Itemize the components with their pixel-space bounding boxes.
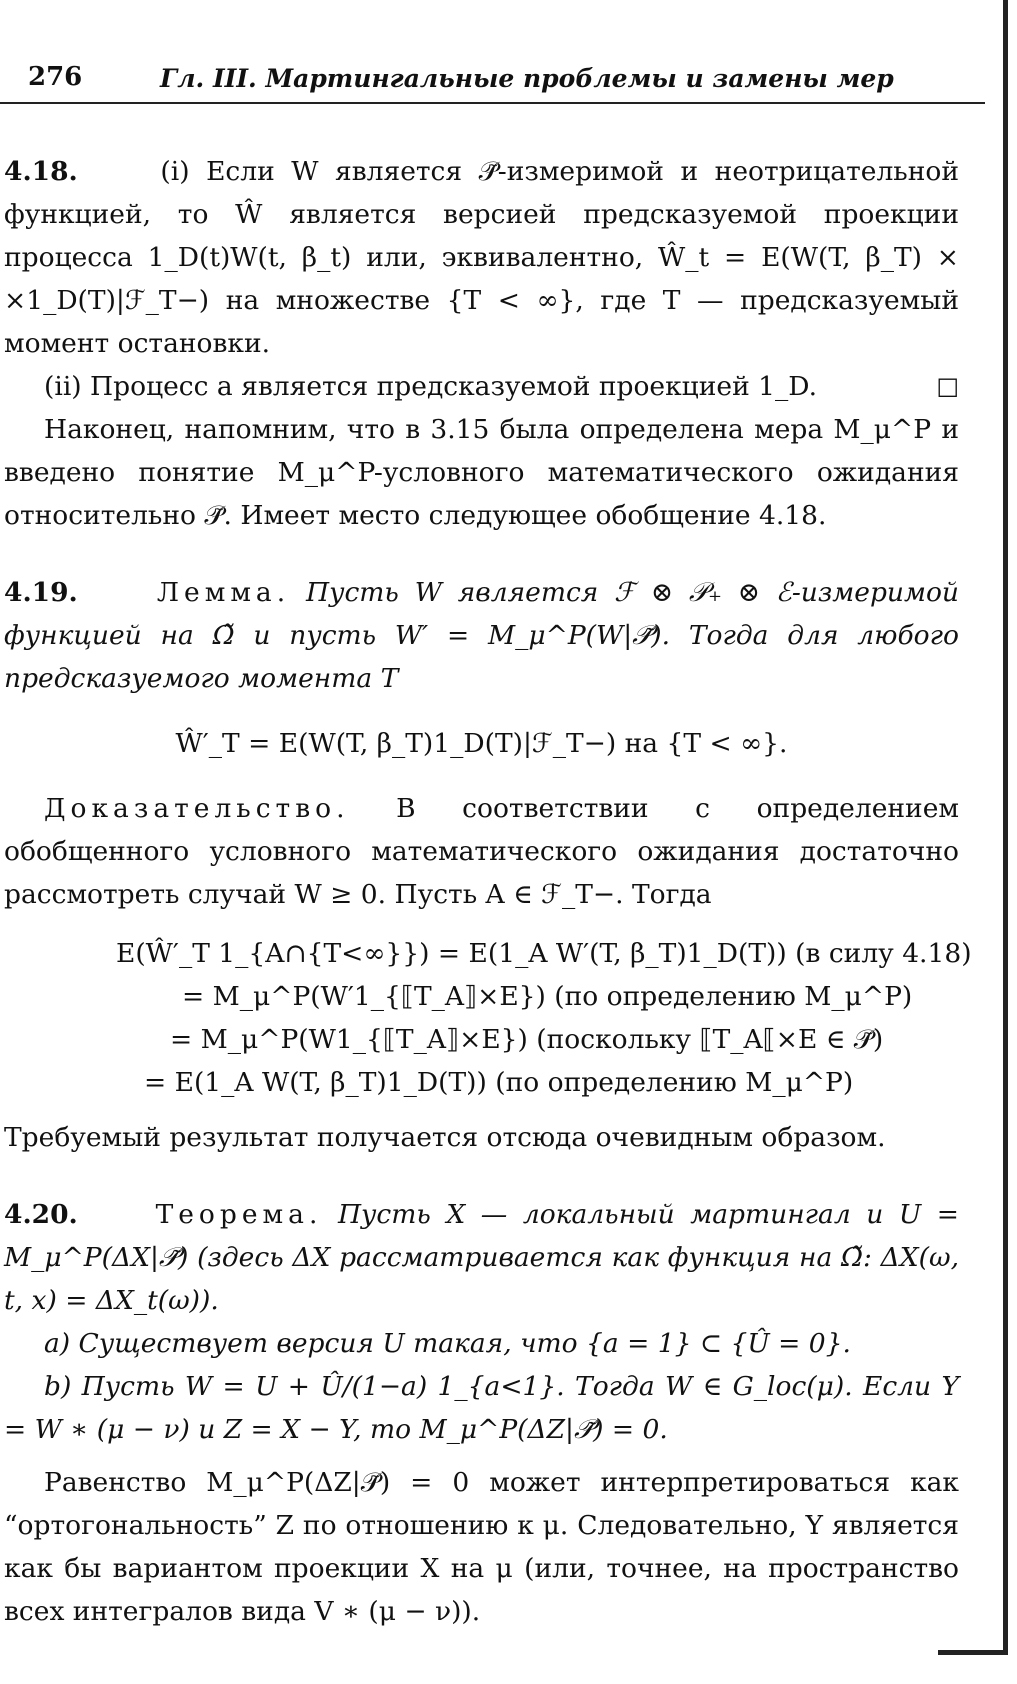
chapter-title: Гл. III. Мартингальные проблемы и замены мер: [160, 64, 894, 93]
lemma-text: Пусть W является ℱ ⊗ 𝒫₊ ⊗ ℰ-измеримой функцией на Ω̃ и пусть W′ = M_μ^P(W|𝒫̃). Тогда для любого предсказуемого момента T: [4, 577, 959, 694]
proof-line: E(Ŵ′_T 1_{A∩{T<∞}}) = E(1_A W′(T, β_T)1_D(T)) (в силу 4.18): [116, 938, 972, 969]
theorem-text: Пусть X — локальный мартингал и U = M_μ^P(ΔX|𝒫̃) (здесь ΔX рассматривается как функция на Ω̃: ΔX(ω, t, x) = ΔX_t(ω)).: [4, 1199, 959, 1316]
statement-4-18: [4, 150, 959, 365]
proof-line: = M_μ^P(W′1_{⟦T_A⟧×E}) (по определению M_μ^P): [182, 981, 913, 1012]
closing-paragraph: Равенство M_μ^P(ΔZ|𝒫̃) = 0 может интерпретироваться как “ортогональность” Z по отношению к μ. Следовательно, Y является как бы вариантом проекции X на μ (или, точнее, на пространство всех интегралов вида V ∗ (μ − ν)).: [4, 1467, 959, 1627]
proof-line: = M_μ^P(W1_{⟦T_A⟧×E}) (поскольку ⟦T_A⟦×E ∈ 𝒫̃): [170, 1024, 884, 1055]
theorem-4-20: [4, 1193, 959, 1322]
statement-number: 4.18.: [4, 156, 78, 187]
proof-conclusion: Требуемый результат получается отсюда очевидным образом.: [4, 1122, 886, 1153]
running-header: [0, 62, 985, 104]
lemma-heading: Лемма.: [156, 577, 291, 608]
proof-line: = E(1_A W(T, β_T)1_D(T)) (по определению M_μ^P): [144, 1067, 854, 1098]
qed-square-icon: □: [936, 372, 959, 400]
page-edge-rule: [1003, 0, 1008, 1655]
lemma-number: 4.19.: [4, 577, 78, 608]
theorem-part-b: b) Пусть W = U + Û/(1−a) 1_{a<1}. Тогда W ∈ G_loc(μ). Если Y = W ∗ (μ − ν) и Z = X − Y, то M_μ^P(ΔZ|𝒫̃) = 0.: [4, 1371, 959, 1445]
reminder-paragraph: Наконец, напомним, что в 3.15 была определена мера M_μ^P и введено понятие M_μ^P-условного математического ожидания относительно 𝒫̃. Имеет место следующее обобщение 4.18.: [4, 414, 959, 531]
page-body: [4, 150, 972, 1633]
proof-text: В соответствии с определением обобщенного условного математического ожидания достаточно рассмотреть случай W ≥ 0. Пусть A ∈ ℱ_T−. Тогда: [4, 793, 959, 910]
statement-ii-text: (ii) Процесс a является предсказуемой проекцией 1_D.: [44, 371, 817, 402]
theorem-heading: Теорема.: [155, 1199, 323, 1230]
lemma-4-19: [4, 571, 959, 700]
proof-paragraph: [4, 787, 959, 916]
proof-heading: Доказательство.: [44, 793, 350, 824]
statement-text: (i) Если W является 𝒫̃-измеримой и неотрицательной функцией, то Ŵ является версией предсказуемой проекции процесса 1_D(t)W(t, β_t) или, эквивалентно, Ŵ_t = E(W(T, β_T) × ×1_D(T)|ℱ_T−) на множестве {T < ∞}, где T — предсказуемый момент остановки.: [4, 156, 959, 359]
proof-display: [4, 932, 972, 1104]
page-number: 276: [28, 62, 83, 92]
statement-4-18-ii: [4, 365, 959, 408]
theorem-part-a: a) Существует версия U такая, что {a = 1} ⊂ {Û = 0}.: [44, 1328, 851, 1359]
theorem-number: 4.20.: [4, 1199, 78, 1230]
page-corner-rule: [938, 1650, 1008, 1655]
lemma-equation: Ŵ′_T = E(W(T, β_T)1_D(T)|ℱ_T−) на {T < ∞}.: [175, 728, 788, 759]
